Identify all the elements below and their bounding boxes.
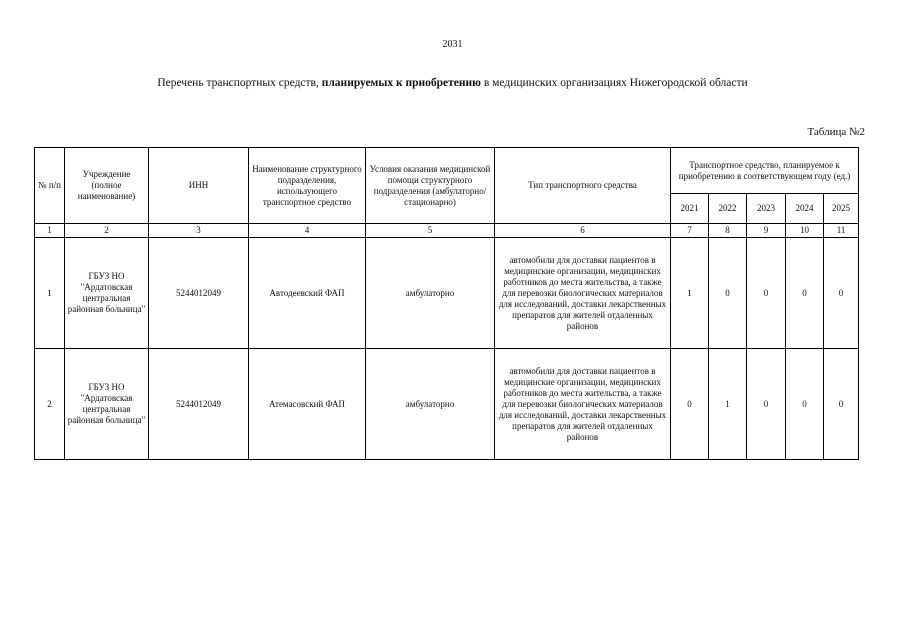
- row-year-value: 0: [824, 349, 859, 460]
- row-num: 1: [35, 238, 65, 349]
- row-year-value: 1: [709, 349, 747, 460]
- column-number-row: [35, 224, 859, 238]
- column-number: 6: [495, 224, 671, 238]
- page-number: 2031: [442, 39, 463, 50]
- header-planned-group: Транспортное средство, планируемое к приобретению в соответствующем году (ед.): [671, 148, 859, 194]
- column-number: 3: [149, 224, 249, 238]
- column-number: 4: [249, 224, 366, 238]
- header-institution: Учреждение (полное наименование): [65, 148, 149, 224]
- row-vehicle-type: автомобили для доставки пациентов в медицинские организации, медицинских работников до места жительства, а также для перевозки биологических материалов для исследований, доставки лекарственных препаратов для жителей отдаленных районов: [495, 349, 671, 460]
- header-vehicle-type: Тип транспортного средства: [495, 148, 671, 224]
- row-vehicle-type: автомобили для доставки пациентов в медицинские организации, медицинских работников до места жительства, а также для перевозки биологических материалов для исследований, доставки лекарственных препаратов для жителей отдаленных районов: [495, 238, 671, 349]
- row-institution: ГБУЗ НО "Ардатовская центральная районная больница": [65, 238, 149, 349]
- table-row: [35, 349, 859, 460]
- title-text-start: Перечень транспортных средств,: [157, 77, 322, 89]
- row-unit: Атемасовский ФАП: [249, 349, 366, 460]
- row-year-value: 0: [747, 238, 786, 349]
- row-num: 2: [35, 349, 65, 460]
- row-inn: 5244012049: [149, 238, 249, 349]
- column-number: 8: [709, 224, 747, 238]
- row-year-value: 0: [786, 349, 824, 460]
- row-conditions: амбулаторно: [366, 238, 495, 349]
- row-year-value: 1: [671, 238, 709, 349]
- vehicles-table: [34, 147, 859, 460]
- title-text-end: в медицинских организациях Нижегородской области: [480, 77, 748, 89]
- table-row: [35, 238, 859, 349]
- table-caption: Таблица №2: [807, 126, 865, 138]
- header-unit: Наименование структурного подразделения, использующего транспортное средство: [249, 148, 366, 224]
- column-number: 7: [671, 224, 709, 238]
- column-number: 2: [65, 224, 149, 238]
- row-institution: ГБУЗ НО "Ардатовская центральная районная больница": [65, 349, 149, 460]
- header-conditions: Условия оказания медицинской помощи структурного подразделения (амбулаторно/стационарно): [366, 148, 495, 224]
- column-number: 10: [786, 224, 824, 238]
- header-year: 2022: [709, 194, 747, 224]
- row-year-value: 0: [709, 238, 747, 349]
- header-num: № п/п: [35, 148, 65, 224]
- row-unit: Автодеевский ФАП: [249, 238, 366, 349]
- row-year-value: 0: [786, 238, 824, 349]
- column-number: 5: [366, 224, 495, 238]
- column-number: 11: [824, 224, 859, 238]
- row-year-value: 0: [671, 349, 709, 460]
- column-number: 9: [747, 224, 786, 238]
- row-inn: 5244012049: [149, 349, 249, 460]
- header-year: 2024: [786, 194, 824, 224]
- row-conditions: амбулаторно: [366, 349, 495, 460]
- row-year-value: 0: [747, 349, 786, 460]
- header-year: 2021: [671, 194, 709, 224]
- document-title: [0, 77, 905, 89]
- title-text-bold: планируемых к приобретению: [321, 77, 481, 89]
- column-number: 1: [35, 224, 65, 238]
- header-year: 2023: [747, 194, 786, 224]
- header-inn: ИНН: [149, 148, 249, 224]
- header-year: 2025: [824, 194, 859, 224]
- row-year-value: 0: [824, 238, 859, 349]
